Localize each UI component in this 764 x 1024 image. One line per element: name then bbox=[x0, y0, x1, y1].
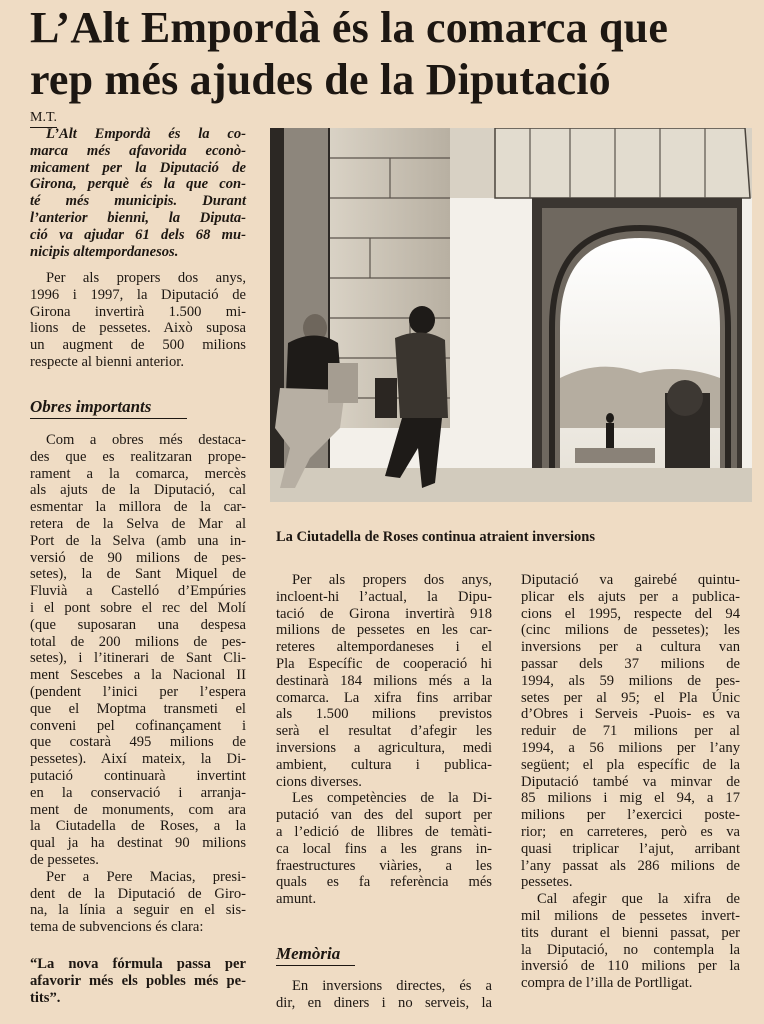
text-line: un augment de 500 milions bbox=[30, 337, 246, 354]
text-line: Com a obres més destaca- bbox=[46, 432, 246, 448]
text-line: comarca. La xifra fins arribar bbox=[276, 689, 492, 706]
text-line: té més municipis. Durant bbox=[30, 193, 246, 210]
subhead-obres-text: Obres importants bbox=[30, 397, 152, 416]
text-line: d’Obres i Serveis -Puois- es va bbox=[521, 706, 740, 723]
text-line: des que es realitzaran prope- bbox=[30, 448, 246, 465]
text-line: rior; en carreteres, però es va bbox=[521, 823, 740, 840]
text-line: Fluvià a Castelló d’Empúries bbox=[30, 583, 246, 600]
byline: M.T. bbox=[30, 110, 57, 128]
text-line: passar dels 37 milions de bbox=[521, 655, 740, 672]
text-line: a l’edició de llibres de temàti- bbox=[276, 823, 492, 840]
text-line: 1996 i 1997, la Diputació de bbox=[30, 286, 246, 303]
text-line: total de 200 milions de pes- bbox=[30, 633, 246, 650]
text-line: L’Alt Empordà és la co- bbox=[46, 126, 246, 142]
headline-line-1: L’Alt Empordà és la comarca que bbox=[30, 3, 669, 52]
text-line: setes per al 95; el Pla Únic bbox=[521, 689, 740, 706]
text-line: que el Moptma transmeti el bbox=[30, 700, 246, 717]
text-line: dir, en diners i no serveis, la bbox=[276, 994, 492, 1011]
subhead-memoria-rule bbox=[276, 965, 355, 966]
text-line: milions per l’exercici poste- bbox=[521, 807, 740, 824]
text-line: cions el 1995, respecte del 94 bbox=[521, 605, 740, 622]
headline bbox=[30, 2, 668, 106]
text-line: (pendent l’inici per l’espera bbox=[30, 683, 246, 700]
text-line: Diputació també va minvar de bbox=[521, 773, 740, 790]
text-line: Port de la Selva (amb una in- bbox=[30, 532, 246, 549]
text-line: ambient, cultura i publica- bbox=[276, 756, 492, 773]
col3-paragraph bbox=[521, 572, 740, 992]
text-line: Per als propers dos anys, bbox=[46, 270, 246, 286]
text-line: afavorir més els pobles més pe- bbox=[30, 972, 246, 989]
subhead-memoria-text: Memòria bbox=[276, 944, 341, 963]
text-line: tació de Girona invertirà 918 bbox=[276, 605, 492, 622]
text-line: na, la línia a seguir en el sis- bbox=[30, 902, 246, 919]
text-line: cions diverses. bbox=[276, 773, 362, 790]
text-line: ment Sescebes a la Nacional II bbox=[30, 667, 246, 684]
text-line: putació van des del suport per bbox=[276, 807, 492, 824]
text-line: l’any passat als 286 milions de bbox=[521, 857, 740, 874]
text-line: en la conservació i arranja- bbox=[30, 784, 246, 801]
text-line: setes), i l’itinerari de Sant Cli- bbox=[30, 650, 246, 667]
ciutadella-photo bbox=[270, 128, 752, 502]
obres-paragraph bbox=[30, 432, 246, 936]
text-line: setes), la de Sant Miquel de bbox=[30, 566, 246, 583]
subhead-memoria bbox=[276, 944, 340, 964]
subhead-obres-importants bbox=[30, 397, 151, 417]
text-line: inversions per a cultura van bbox=[521, 639, 740, 656]
text-line: inversions a agricultura, medi bbox=[276, 739, 492, 756]
text-line: (cinc milions de pessetes); les bbox=[521, 622, 740, 639]
text-line: mil milions de pessetes invert- bbox=[521, 907, 740, 924]
text-line: ció va ajudar 61 dels 68 mu- bbox=[30, 226, 246, 243]
text-line: compra de l’illa de Portlligat. bbox=[521, 975, 693, 992]
text-line: Girona invertirà 1.500 mi- bbox=[30, 303, 246, 320]
text-line: amunt. bbox=[276, 891, 317, 908]
text-line: 85 milions i mig el 94, a 17 bbox=[521, 790, 740, 807]
text-line: pessetes). Així mateix, la Di- bbox=[30, 751, 246, 768]
text-line: que costarà 495 milions de bbox=[30, 734, 246, 751]
text-line: ment de monuments, com ara bbox=[30, 801, 246, 818]
text-line: la Ciutadella de Roses, a la bbox=[30, 818, 246, 835]
text-line: “La nova fórmula passa per bbox=[30, 956, 246, 972]
text-line: incloent-hi l’actual, la Dipu- bbox=[276, 588, 492, 605]
text-line: quals es fa referència més bbox=[276, 874, 492, 891]
text-line: destinarà 184 milions més a la bbox=[276, 672, 492, 689]
text-line: Pla Específic de cooperació hi bbox=[276, 655, 492, 672]
text-line: 1994, als 59 milions de pes- bbox=[521, 672, 740, 689]
text-line: ca local fins a les grans in- bbox=[276, 840, 492, 857]
text-line: En inversions directes, és a bbox=[292, 978, 492, 994]
text-line: Les competències de la Di- bbox=[292, 790, 492, 807]
headline-line-2: rep més ajudes de la Diputació bbox=[30, 55, 611, 104]
text-line: Per als propers dos anys, bbox=[292, 572, 492, 588]
text-line: dent de la Diputació de Giro- bbox=[30, 885, 246, 902]
text-line: micament per la Diputació de bbox=[30, 159, 246, 176]
text-line: inversió de 110 milions per la bbox=[521, 958, 740, 975]
text-line: Diputació va gairebé quintu- bbox=[521, 572, 740, 588]
text-line: i el pont sobre el rec del Molí bbox=[30, 599, 246, 616]
text-line: 1994, a 56 milions per l’any bbox=[521, 739, 740, 756]
text-line: fraestructures viàries, a les bbox=[276, 857, 492, 874]
text-line: següent; el pla específic de la bbox=[521, 756, 740, 773]
col2-paragraph-b bbox=[276, 978, 492, 1012]
photo-caption: La Ciutadella de Roses continua atraient inversions bbox=[276, 529, 596, 545]
text-line: lions de pessetes. Això suposa bbox=[30, 320, 246, 337]
text-line: qual ja ha destinat 90 milions bbox=[30, 835, 246, 852]
lead-paragraph bbox=[30, 126, 246, 260]
text-line: pessetes. bbox=[521, 874, 573, 891]
text-line: quasi triplicar l’ajut, arribant bbox=[521, 840, 740, 857]
text-line: rament a la comarca, mercès bbox=[30, 465, 246, 482]
text-line: Cal afegir que la xifra de bbox=[537, 891, 740, 908]
text-line: (que suposaran una despesa bbox=[30, 616, 246, 633]
col2-paragraph-a bbox=[276, 572, 492, 908]
text-line: reduir de 71 milions per al bbox=[521, 723, 740, 740]
text-line: marca més afavorida econò- bbox=[30, 142, 246, 159]
text-line: serà el resultat d’afegir les bbox=[276, 723, 492, 740]
text-line: respecte al bienni anterior. bbox=[30, 353, 184, 370]
text-line: versió de 90 milions de pes- bbox=[30, 549, 246, 566]
text-line: plicar els ajuts per a publica- bbox=[521, 588, 740, 605]
text-line: tema de subvencions és clara: bbox=[30, 919, 204, 936]
text-line: reteres altempordaneses i el bbox=[276, 639, 492, 656]
text-line: putació continuarà invertint bbox=[30, 767, 246, 784]
text-line: als 1.500 milions previstos bbox=[276, 706, 492, 723]
text-line: Girona, perquè és la que con- bbox=[30, 176, 246, 193]
text-line: milions de pessetes en les car- bbox=[276, 622, 492, 639]
quote-paragraph bbox=[30, 956, 246, 1006]
text-line: de pessetes. bbox=[30, 851, 99, 868]
subhead-obres-rule bbox=[30, 418, 187, 419]
text-line: als ajuts de la Diputació, cal bbox=[30, 482, 246, 499]
text-line: esmentar la millora de la car- bbox=[30, 499, 246, 516]
text-line: l’anterior bienni, la Diputa- bbox=[30, 209, 246, 226]
text-line: retera de la Selva de Mar al bbox=[30, 515, 246, 532]
text-line: conveni pel cofinançament i bbox=[30, 717, 246, 734]
text-line: nicipis altempordanesos. bbox=[30, 243, 179, 260]
text-line: tits durant el bienni passat, per bbox=[521, 924, 740, 941]
text-line: Per a Pere Macias, presi- bbox=[46, 868, 246, 885]
text-line: la Diputació, no contempla la bbox=[521, 941, 740, 958]
intro-paragraph bbox=[30, 270, 246, 371]
text-line: tits”. bbox=[30, 989, 61, 1006]
